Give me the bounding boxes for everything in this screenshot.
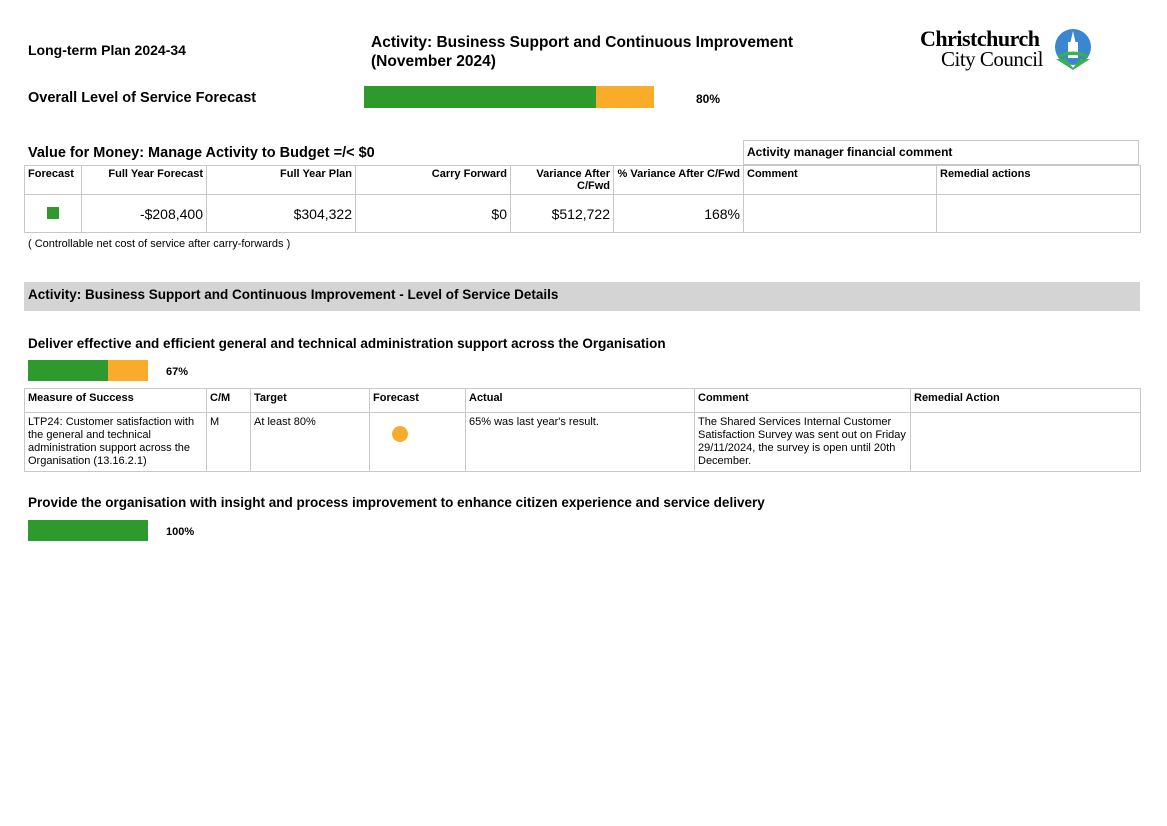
goal-1-percent: 67% — [166, 366, 189, 378]
los-target-value: At least 80% — [251, 413, 370, 472]
overall-forecast-bar-green — [364, 86, 596, 108]
budget-carry-forward-value: $0 — [356, 195, 511, 233]
budget-pct-variance-value: 168% — [614, 195, 744, 233]
forecast-orange-dot-icon — [392, 426, 408, 442]
council-logo — [920, 28, 1098, 72]
goal-2-title: Provide the organisation with insight and process improvement to enhance citizen experience and service delivery — [28, 495, 765, 510]
cathedral-logo-icon — [1052, 28, 1094, 70]
plan-title: Long-term Plan 2024-34 — [28, 42, 186, 58]
value-for-money-title: Value for Money: Manage Activity to Budget =/< $0 — [28, 145, 375, 161]
overall-forecast-label: Overall Level of Service Forecast — [28, 90, 257, 106]
los-section-title: Activity: Business Support and Continuous Improvement - Level of Service Details — [28, 287, 559, 302]
los-actual-value: 65% was last year's result. — [466, 413, 695, 472]
budget-variance-value: $512,722 — [511, 195, 614, 233]
activity-title-line2: (November 2024) — [371, 53, 496, 70]
goal-1-bar-green — [28, 360, 108, 381]
activity-title-line1: Activity: Business Support and Continuous Improvement — [371, 34, 793, 51]
forecast-green-square-icon — [47, 207, 59, 219]
goal-1-title: Deliver effective and efficient general and technical administration support across the Organisation — [28, 336, 666, 351]
los-section-header — [24, 282, 1140, 311]
los-comment-value: The Shared Services Internal Customer Satisfaction Survey was sent out on Friday 29/11/2024, the survey is open until 20th December. — [695, 413, 911, 472]
budget-col-remedial: Remedial actions — [937, 166, 1141, 195]
overall-forecast-percent: 80% — [696, 92, 721, 106]
los-header-row — [25, 389, 1141, 413]
budget-remedial-value — [937, 195, 1141, 233]
los-col-remedial: Remedial Action — [911, 389, 1141, 413]
los-col-target: Target — [251, 389, 370, 413]
overall-forecast-bar-orange — [596, 86, 654, 108]
los-measure-value: LTP24: Customer satisfaction with the general and technical administration support across the Organisation (13.16.2.1) — [25, 413, 207, 472]
los-col-comment: Comment — [695, 389, 911, 413]
budget-note: ( Controllable net cost of service after carry-forwards ) — [28, 238, 291, 250]
los-cm-value: M — [207, 413, 251, 472]
budget-full-year-forecast-value: -$208,400 — [82, 195, 207, 233]
goal-1-progress-bar — [28, 360, 148, 381]
los-measures-table — [24, 388, 1141, 472]
logo-text-line1: Christchurch — [920, 26, 1040, 51]
table-row — [25, 413, 1141, 472]
budget-full-year-plan-value: $304,322 — [207, 195, 356, 233]
los-col-measure: Measure of Success — [25, 389, 207, 413]
los-col-actual: Actual — [466, 389, 695, 413]
budget-header-row — [25, 166, 1141, 195]
budget-col-forecast: Forecast — [25, 166, 82, 195]
budget-col-full-year-forecast: Full Year Forecast — [82, 166, 207, 195]
budget-col-carry-forward: Carry Forward — [356, 166, 511, 195]
budget-table — [24, 165, 1141, 233]
goal-2-bar-green — [28, 520, 148, 541]
goal-1-bar-orange — [108, 360, 148, 381]
goal-2-progress-bar — [28, 520, 148, 541]
los-col-forecast: Forecast — [370, 389, 466, 413]
budget-col-comment: Comment — [744, 166, 937, 195]
overall-forecast-bar — [364, 86, 654, 108]
los-forecast-cell — [370, 413, 466, 472]
budget-data-row — [25, 195, 1141, 233]
budget-col-variance: Variance After C/Fwd — [511, 166, 614, 195]
budget-forecast-cell — [25, 195, 82, 233]
budget-col-pct-variance: % Variance After C/Fwd — [614, 166, 744, 195]
activity-title — [371, 33, 851, 71]
goal-2-percent: 100% — [166, 526, 195, 538]
logo-text-line2: City Council — [941, 47, 1043, 71]
los-col-cm: C/M — [207, 389, 251, 413]
budget-comment-value — [744, 195, 937, 233]
los-remedial-value — [911, 413, 1141, 472]
financial-comment-title: Activity manager financial comment — [747, 145, 953, 159]
budget-col-full-year-plan: Full Year Plan — [207, 166, 356, 195]
